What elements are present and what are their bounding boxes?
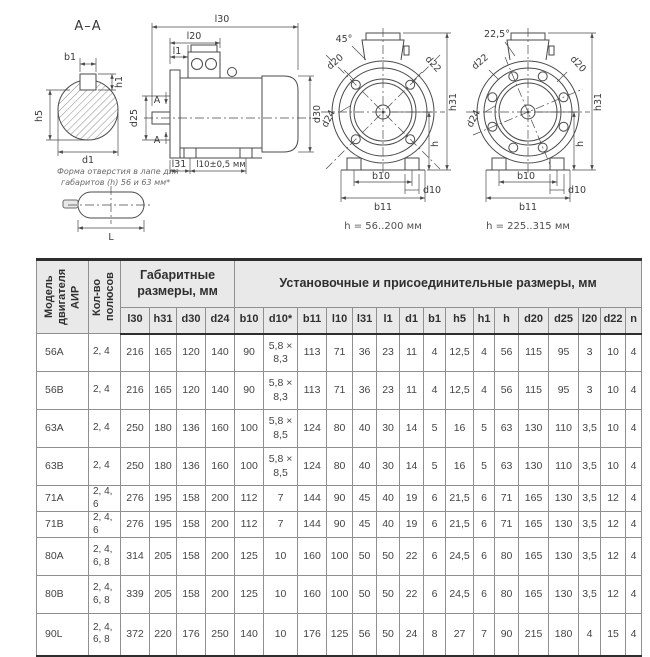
header-group-mounting: Установочные и присоединительные размеры, мм (235, 260, 642, 308)
dim-label-b11-fv2: b11 (518, 202, 538, 213)
value-cell: 130 (519, 410, 549, 448)
value-cell: 30 (377, 410, 400, 448)
value-cell: 112 (235, 486, 264, 512)
col-h1: h1 (474, 308, 495, 334)
col-l31: l31 (353, 308, 377, 334)
value-cell: 36 (353, 372, 377, 410)
value-cell: 4 (626, 576, 642, 614)
foot-note-line2: габаритов (h) 56 и 63 мм* (61, 178, 171, 187)
dim-label-h-fv1: h (430, 140, 441, 148)
dim-label-l10: l10±0,5 мм (196, 160, 246, 170)
value-cell: 195 (150, 486, 177, 512)
value-cell: 165 (150, 372, 177, 410)
col-d24: d24 (206, 308, 235, 334)
value-cell: 40 (377, 486, 400, 512)
value-cell: 90 (235, 372, 264, 410)
value-cell: 176 (177, 614, 206, 656)
value-cell: 21,5 (446, 512, 474, 538)
value-cell: 56 (495, 372, 519, 410)
value-cell: 4 (626, 334, 642, 372)
value-cell: 144 (298, 486, 327, 512)
value-cell: 6 (424, 538, 446, 576)
value-cell: 4 (626, 512, 642, 538)
value-cell: 45 (353, 486, 377, 512)
value-cell: 10 (601, 372, 626, 410)
value-cell: 130 (549, 512, 579, 538)
value-cell: 4 (626, 410, 642, 448)
value-cell: 7 (474, 614, 495, 656)
value-cell: 36 (353, 334, 377, 372)
value-cell: 19 (400, 486, 424, 512)
value-cell: 216 (121, 334, 150, 372)
value-cell: 140 (206, 372, 235, 410)
value-cell: 160 (298, 538, 327, 576)
value-cell: 5,8 × 8,5 (264, 410, 298, 448)
value-cell: 5,8 × 8,3 (264, 334, 298, 372)
value-cell: 4 (626, 538, 642, 576)
table-header-codes (37, 308, 642, 334)
value-cell: 140 (206, 334, 235, 372)
table-row (37, 486, 642, 512)
value-cell: 24,5 (446, 576, 474, 614)
value-cell: 10 (264, 614, 298, 656)
value-cell: 125 (327, 614, 353, 656)
value-cell: 125 (235, 538, 264, 576)
poles-cell: 2, 4, 6 (89, 486, 121, 512)
value-cell: 14 (400, 448, 424, 486)
header-model (37, 260, 89, 334)
value-cell: 130 (549, 538, 579, 576)
value-cell: 6 (424, 486, 446, 512)
value-cell: 3,5 (579, 538, 601, 576)
dim-label-h1: h1 (114, 75, 125, 89)
value-cell: 90 (327, 486, 353, 512)
value-cell: 45 (353, 512, 377, 538)
dim-label-h31-fv2: h31 (593, 92, 604, 112)
value-cell: 120 (177, 372, 206, 410)
col-l1: l1 (377, 308, 400, 334)
front-view-8holes (465, 28, 604, 232)
value-cell: 200 (206, 486, 235, 512)
value-cell: 200 (206, 538, 235, 576)
value-cell: 7 (264, 512, 298, 538)
value-cell: 5,8 × 8,5 (264, 448, 298, 486)
dim-label-d24-fv1: d24 (319, 108, 338, 130)
value-cell: 3,5 (579, 486, 601, 512)
poles-cell: 2, 4 (89, 448, 121, 486)
value-cell: 372 (121, 614, 150, 656)
value-cell: 71 (327, 372, 353, 410)
value-cell: 14 (400, 410, 424, 448)
value-cell: 50 (377, 576, 400, 614)
value-cell: 112 (235, 512, 264, 538)
value-cell: 6 (474, 512, 495, 538)
value-cell: 50 (353, 538, 377, 576)
value-cell: 3,5 (579, 576, 601, 614)
col-d20: d20 (519, 308, 549, 334)
value-cell: 158 (177, 576, 206, 614)
dim-label-d24-fv2: d24 (464, 108, 483, 130)
header-poles-label: Кол-во полюсов (91, 272, 117, 322)
value-cell: 90 (495, 614, 519, 656)
value-cell: 205 (150, 538, 177, 576)
value-cell: 5 (424, 410, 446, 448)
value-cell: 144 (298, 512, 327, 538)
value-cell: 6 (424, 576, 446, 614)
section-title: А–А (74, 19, 102, 34)
value-cell: 16 (446, 410, 474, 448)
value-cell: 27 (446, 614, 474, 656)
value-cell: 120 (177, 334, 206, 372)
table-header-groups (37, 260, 642, 308)
value-cell: 215 (519, 614, 549, 656)
value-cell: 205 (150, 576, 177, 614)
value-cell: 12 (601, 486, 626, 512)
value-cell: 80 (495, 576, 519, 614)
table-row (37, 372, 642, 410)
col-b10: b10 (235, 308, 264, 334)
value-cell: 136 (177, 448, 206, 486)
value-cell: 4 (579, 614, 601, 656)
value-cell: 4 (626, 486, 642, 512)
value-cell: 15 (601, 614, 626, 656)
value-cell: 10 (601, 334, 626, 372)
value-cell: 165 (150, 334, 177, 372)
dim-label-b1: b1 (63, 52, 77, 63)
value-cell: 176 (298, 614, 327, 656)
dim-label-d22-fv2: d22 (469, 52, 491, 73)
dim-label-d22-fv1: d22 (422, 53, 444, 75)
value-cell: 71 (495, 512, 519, 538)
value-cell: 195 (150, 512, 177, 538)
value-cell: 124 (298, 448, 327, 486)
value-cell: 100 (235, 410, 264, 448)
dim-label-d20-fv1: d20 (324, 52, 346, 73)
value-cell: 3,5 (579, 448, 601, 486)
value-cell: 136 (177, 410, 206, 448)
value-cell: 95 (549, 334, 579, 372)
dim-label-l31: l31 (171, 159, 187, 170)
value-cell: 90 (235, 334, 264, 372)
model-cell: 90L (37, 614, 89, 656)
value-cell: 165 (519, 538, 549, 576)
col-l20: l20 (579, 308, 601, 334)
header-model-label: Модель двигателя АИР (42, 268, 82, 326)
value-cell: 11 (400, 372, 424, 410)
value-cell: 12 (601, 576, 626, 614)
value-cell: 12 (601, 512, 626, 538)
model-cell: 71B (37, 512, 89, 538)
value-cell: 19 (400, 512, 424, 538)
value-cell: 160 (298, 576, 327, 614)
value-cell: 250 (121, 448, 150, 486)
value-cell: 56 (353, 614, 377, 656)
value-cell: 158 (177, 512, 206, 538)
value-cell: 3 (579, 372, 601, 410)
model-cell: 80B (37, 576, 89, 614)
dim-label-d20-fv2: d20 (567, 53, 589, 75)
value-cell: 3,5 (579, 410, 601, 448)
value-cell: 71 (495, 486, 519, 512)
value-cell: 250 (206, 614, 235, 656)
col-b1: b1 (424, 308, 446, 334)
dim-label-l30: l30 (214, 14, 230, 25)
col-l30: l30 (121, 308, 150, 334)
dim-label-d25: d25 (129, 108, 140, 128)
technical-drawings (0, 0, 650, 252)
value-cell: 30 (377, 448, 400, 486)
col-n: n (626, 308, 642, 334)
value-cell: 12,5 (446, 372, 474, 410)
value-cell: 12 (601, 538, 626, 576)
value-cell: 4 (626, 448, 642, 486)
value-cell: 4 (626, 372, 642, 410)
value-cell: 23 (377, 334, 400, 372)
col-d10: d10* (264, 308, 298, 334)
table-body (37, 334, 642, 656)
value-cell: 165 (519, 576, 549, 614)
model-cell: 56A (37, 334, 89, 372)
value-cell: 130 (549, 486, 579, 512)
col-h31: h31 (150, 308, 177, 334)
table-row (37, 538, 642, 576)
table-row (37, 410, 642, 448)
value-cell: 160 (206, 448, 235, 486)
value-cell: 115 (519, 372, 549, 410)
value-cell: 21,5 (446, 486, 474, 512)
value-cell: 158 (177, 486, 206, 512)
col-h: h (495, 308, 519, 334)
dim-label-h5: h5 (34, 109, 45, 123)
value-cell: 100 (327, 538, 353, 576)
dim-label-d10-fv2: d10 (567, 185, 587, 196)
section-mark-a-bottom: А (153, 135, 161, 146)
value-cell: 4 (474, 372, 495, 410)
height-range-caption-fv1: h = 56..200 мм (344, 221, 422, 232)
dim-label-d1: d1 (81, 155, 95, 166)
poles-cell: 2, 4, 6, 8 (89, 538, 121, 576)
motor-side-view (129, 14, 323, 174)
value-cell: 8 (424, 614, 446, 656)
value-cell: 158 (177, 538, 206, 576)
value-cell: 4 (474, 334, 495, 372)
model-cell: 56B (37, 372, 89, 410)
model-cell: 71A (37, 486, 89, 512)
value-cell: 4 (424, 334, 446, 372)
value-cell: 95 (549, 372, 579, 410)
table-row (37, 448, 642, 486)
value-cell: 180 (549, 614, 579, 656)
value-cell: 5 (474, 410, 495, 448)
value-cell: 100 (327, 576, 353, 614)
poles-cell: 2, 4, 6, 8 (89, 576, 121, 614)
col-h5: h5 (446, 308, 474, 334)
value-cell: 10 (601, 448, 626, 486)
model-cell: 63A (37, 410, 89, 448)
value-cell: 11 (400, 334, 424, 372)
value-cell: 180 (150, 448, 177, 486)
front-view-4holes (320, 28, 459, 232)
value-cell: 40 (353, 448, 377, 486)
value-cell: 6 (474, 486, 495, 512)
value-cell: 22 (400, 538, 424, 576)
dim-label-b11-fv1: b11 (373, 202, 393, 213)
value-cell: 6 (474, 576, 495, 614)
col-d30: d30 (177, 308, 206, 334)
value-cell: 5,8 × 8,3 (264, 372, 298, 410)
value-cell: 12,5 (446, 334, 474, 372)
dim-label-h31-fv1: h31 (448, 92, 459, 112)
value-cell: 160 (206, 410, 235, 448)
value-cell: 113 (298, 334, 327, 372)
value-cell: 56 (495, 334, 519, 372)
table-row (37, 614, 642, 656)
value-cell: 80 (495, 538, 519, 576)
dim-label-b10-fv2: b10 (516, 171, 536, 182)
value-cell: 125 (235, 576, 264, 614)
shaft-section-view (34, 19, 125, 166)
value-cell: 200 (206, 576, 235, 614)
value-cell: 110 (549, 410, 579, 448)
value-cell: 200 (206, 512, 235, 538)
table-row (37, 334, 642, 372)
dim-label-slot-l: L (108, 232, 114, 243)
value-cell: 6 (424, 512, 446, 538)
value-cell: 216 (121, 372, 150, 410)
value-cell: 50 (353, 576, 377, 614)
value-cell: 63 (495, 448, 519, 486)
col-d22: d22 (601, 308, 626, 334)
value-cell: 50 (377, 538, 400, 576)
header-group-overall: Габаритные размеры, мм (121, 260, 235, 308)
value-cell: 276 (121, 486, 150, 512)
dim-label-b10-fv1: b10 (371, 171, 391, 182)
dim-label-d10-fv1: d10 (422, 185, 442, 196)
table-row (37, 512, 642, 538)
poles-cell: 2, 4 (89, 372, 121, 410)
value-cell: 180 (150, 410, 177, 448)
value-cell: 140 (235, 614, 264, 656)
header-poles (89, 260, 121, 334)
model-cell: 63B (37, 448, 89, 486)
section-mark-a-top: А (153, 95, 161, 106)
value-cell: 50 (377, 614, 400, 656)
poles-cell: 2, 4, 6, 8 (89, 614, 121, 656)
foot-note-line1: Форма отверстия в лапе для (57, 167, 179, 176)
value-cell: 22 (400, 576, 424, 614)
value-cell: 130 (519, 448, 549, 486)
dim-label-l20: l20 (186, 31, 202, 42)
value-cell: 314 (121, 538, 150, 576)
value-cell: 90 (327, 512, 353, 538)
value-cell: 7 (264, 486, 298, 512)
angle-label-45: 45° (335, 34, 353, 45)
value-cell: 63 (495, 410, 519, 448)
col-l10: l10 (327, 308, 353, 334)
motor-drawing-svg (0, 0, 650, 252)
poles-cell: 2, 4 (89, 334, 121, 372)
value-cell: 80 (327, 410, 353, 448)
value-cell: 80 (327, 448, 353, 486)
value-cell: 40 (353, 410, 377, 448)
dim-label-d30: d30 (312, 104, 323, 124)
value-cell: 5 (424, 448, 446, 486)
value-cell: 10 (601, 410, 626, 448)
value-cell: 250 (121, 410, 150, 448)
value-cell: 276 (121, 512, 150, 538)
value-cell: 10 (264, 538, 298, 576)
poles-cell: 2, 4, 6 (89, 512, 121, 538)
value-cell: 16 (446, 448, 474, 486)
value-cell: 100 (235, 448, 264, 486)
value-cell: 165 (519, 486, 549, 512)
value-cell: 23 (377, 372, 400, 410)
col-b11: b11 (298, 308, 327, 334)
value-cell: 3 (579, 334, 601, 372)
value-cell: 24 (400, 614, 424, 656)
dimensions-table (36, 258, 642, 657)
value-cell: 339 (121, 576, 150, 614)
value-cell: 3,5 (579, 512, 601, 538)
value-cell: 130 (549, 576, 579, 614)
dim-label-l1: l1 (172, 46, 182, 57)
poles-cell: 2, 4 (89, 410, 121, 448)
col-d25: d25 (549, 308, 579, 334)
value-cell: 115 (519, 334, 549, 372)
value-cell: 124 (298, 410, 327, 448)
value-cell: 4 (424, 372, 446, 410)
col-d1: d1 (400, 308, 424, 334)
value-cell: 220 (150, 614, 177, 656)
height-range-caption-fv2: h = 225..315 мм (486, 221, 570, 232)
angle-label-225: 22,5° (484, 29, 510, 40)
value-cell: 24,5 (446, 538, 474, 576)
value-cell: 40 (377, 512, 400, 538)
foot-hole-note (57, 167, 179, 243)
value-cell: 113 (298, 372, 327, 410)
table-row (37, 576, 642, 614)
model-cell: 80A (37, 538, 89, 576)
value-cell: 6 (474, 538, 495, 576)
value-cell: 5 (474, 448, 495, 486)
value-cell: 71 (327, 334, 353, 372)
value-cell: 110 (549, 448, 579, 486)
value-cell: 10 (264, 576, 298, 614)
dim-label-h-fv2: h (575, 140, 586, 148)
value-cell: 4 (626, 614, 642, 656)
value-cell: 165 (519, 512, 549, 538)
